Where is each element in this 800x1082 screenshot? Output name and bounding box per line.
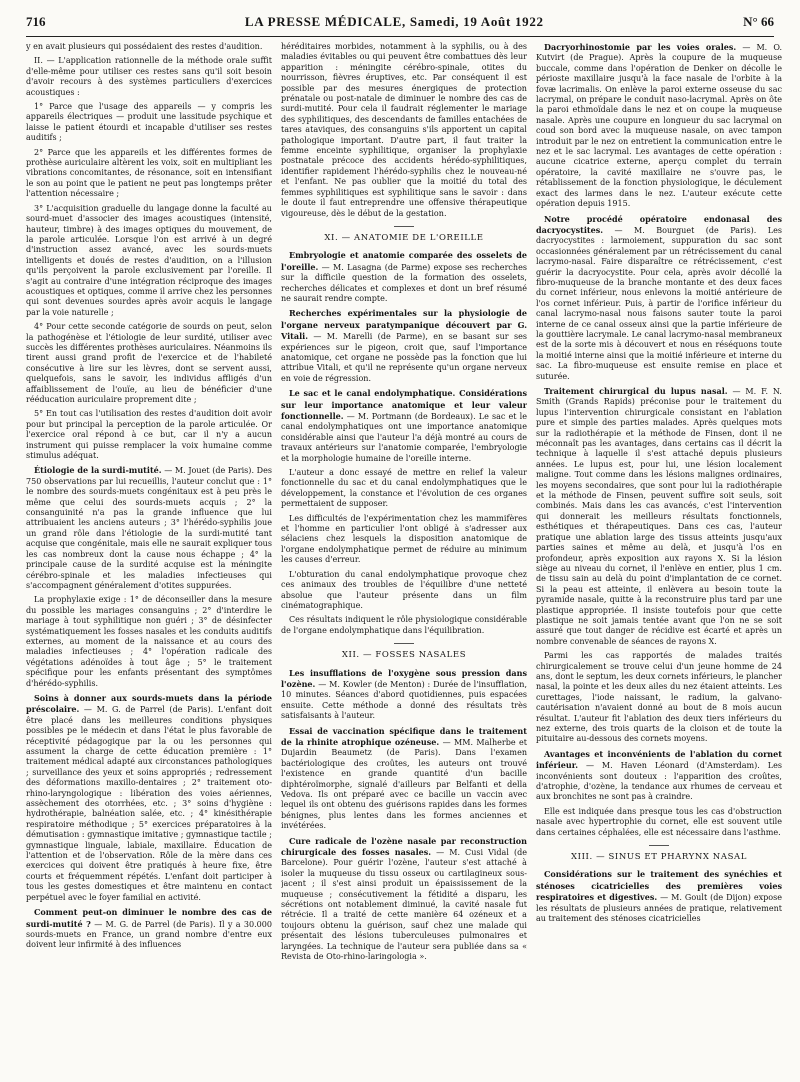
article-body: Dans l'examen bactériologique des croûtes, les auteurs ont trouvé l'existence en grande quantité d'un bacille diphtéroïmorphe, signalé d'ailleurs par Belfanti et della Vedova. Ils ont préparé avec ce bacille un vaccin avec lequel ils ont obtenu des guérisons rapides dans les formes bénignes, plus lentes dans les formes anciennes et invétérées. xyxy=(281,748,527,831)
article-body: expose ses recherches sur la difficile question de la formation des osselets, recherches délicates et complexes et dont un bref résumé ne saurait rendre compte. xyxy=(281,262,527,303)
paragraph: L'obturation du canal endolymphatique provoque chez ces animaux des troubles de l'équilibre d'une netteté absolue que l'auteur présente dans un film cinématographique. xyxy=(281,569,527,610)
paragraph: Ces résultats indiquent le rôle physiologique considérable de l'organe endolymphatique dans l'équilibration. xyxy=(281,615,527,635)
paragraph: 2° Parce que les appareils et les différentes formes de prothèse auriculaire altèrent les voix, soit en multipliant les vibrations concomitantes, de résonance, soit en intensifiant le son au point que le patient ne peut pas longtemps prêter l'attention nécessaire ; xyxy=(26,147,272,199)
article-author: — MM. Malherbe et Dujardin Beaumetz (de Paris). xyxy=(281,737,527,758)
article-author: — M. G. de Parrel (de Paris). xyxy=(83,705,214,715)
article-lupus xyxy=(536,386,782,647)
article-author: — M. F. N. Smith (Grands Rapids) xyxy=(536,387,782,407)
article-author: — M. Haven Léonard (d'Amsterdam). xyxy=(585,761,760,771)
article-soins xyxy=(26,693,272,903)
article-endolymphatique xyxy=(281,388,527,464)
article-author: — M. O. Kutvirt (de Prague). xyxy=(536,43,782,63)
paragraph: héréditaires morbides, notamment à la syphilis, ou à des maladies évitables ou qui peuvent être combattues dès leur apparition : méningite cérébro-spinale, otites du nourrisson, fièvres éruptives, etc. Par conséquent il est possible par des mesures énergiques de protection prénatale ou post-natale de diminuer le nombre des cas de surdi-mutité. Pour cela il faudrait réglementer le mariage des syphilitiques, des descendants de familles entachées de tares ataviques, des consanguins s'ils apportent un capital pathologique important. D'autre part, il faut traiter la femme enceinte syphilitique, organiser la prophylaxie postnatale précoce des accidents hérédo-syphilitiques, identifier rapidement l'hérédo-syphilis chez le nouveau-né et l'enfant. Ne pas oublier que la moitié du total des femmes syphilitiques est syphilitique sans le savoir : dans le doute il faut entreprendre une offensive thérapeutique vigoureuse, dès le début de la gestation. xyxy=(281,42,527,218)
article-author: — M. Marelli (de Parme), xyxy=(313,332,428,342)
article-title: Traitement chirurgical du lupus nasal. xyxy=(544,386,728,396)
article-diminuer xyxy=(26,907,272,951)
paragraph: L'auteur a donc essayé de mettre en relief la valeur fonctionnelle du sac et du canal endolymphatiques que le développement, la constance et l'évolution de ces organes permettaient de supposer. xyxy=(281,468,527,509)
article-title: Les insufflations de l'oxygène sous pression dans l'ozène. xyxy=(281,667,527,689)
article-body: Le sac et le canal endolymphatiques ont une importance anatomique considérable ainsi que l'auteur l'a déjà montré au cours de travaux antérieurs sur l'anatomie comparée, l'embryologie et la morphologie humaine de l'oreille interne. xyxy=(281,412,527,463)
article-title: Cure radicale de l'ozène nasale par reconstruction chirurgicale des fosses nasales. xyxy=(281,835,527,858)
article-embryologie xyxy=(281,250,527,304)
article-author: — M. Bourguet (de Paris). xyxy=(614,225,757,235)
page-number: 716 xyxy=(26,14,46,29)
article-title: Embryologie et anatomie comparée des osselets de l'oreille. xyxy=(281,250,527,272)
article-author: — M. Lasagna (de Parme) xyxy=(321,262,431,272)
article-body: Les dacryocystites : larmoiement, suppuration du sac sont occasionnées généralement par un rétrécissement du canal lacrymo-nasal. Faire disparaître ce rétrécissement, c'est guérir la dacryocystite. Pour cela, après avoir décollé la fibro-muqueuse de la branche montante et des deux faces du cornet inférieur, nous enlevons la moitié antérieure de l'os cornet inférieur. Puis, à partir de l'orifice inférieur du canal lacrymo-nasal nous faisons sauter toute la paroi interne de ce canal osseux ainsi que la partie inférieure de la gouttière lacrymale. Le canal lacrymo-nasal membraneux est de la sorte mis à découvert et nous en réséquons toute la moitié interne ainsi que la moitié inférieure et interne du sac. La fibro-muqueuse est ensuite remise en place et suturée. xyxy=(536,225,782,381)
article-title: Considérations sur le traitement des synéchies et sténoses cicatricielles des premières voies respiratoires et digestives. xyxy=(536,869,782,903)
article-body: Durée de l'insufflation, 10 minutes. Séances d'abord quotidiennes, puis espacées ensuite. Cette méthode a donné des résultats très satisfaisants à l'auteur. xyxy=(281,679,527,721)
article-cure-radicale xyxy=(281,836,527,963)
article-title: Comment peut-on diminuer le nombre des cas de surdi-mutité ? xyxy=(26,907,272,929)
article-body: L'enfant doit être placé dans les meilleures conditions physiques possibles pe le médecin et dans l'état le plus favorable de réceptivité pédagogique par la ou les personnes qui assument la charge de cette éducation première : 1° traitement médical adapté aux circonstances pathologiques ; surveillance des yeux et soins appropriés ; redressement des déformations maxillo-dentaires ; 2° traitement oto-rhino-laryngologique : libération des voies aériennes, assèchement des otorrhées, etc. ; 3° soins d'hygiène : hydrothérapie, balnéation salée, etc. ; 4° kinésithérapie respiratoire méthodique ; 5° exercices préparatoires à la démutisation : gymnastique imitative ; gymnastique tactile ; gymnastique linguale, labiale, maxillaire. Éducation de l'attention et de l'observation. Rôle de la mère dans ces exercices qui doivent être pratiqués à heure fixe, être courts et fréquemment répétés. L'enfant doit participer à tous les gestes domestiques et être maintenu en contact perpétuel avec le foyer familial en activité. xyxy=(26,705,272,902)
column-1 xyxy=(26,42,272,1074)
section-heading: XIII. — SINUS ET PHARYNX NASAL xyxy=(536,845,782,862)
article-cornet xyxy=(536,749,782,803)
article-etiologie xyxy=(26,465,272,591)
article-body: Des 750 observations par lui recueillis, l'auteur conclut que : 1° le nombre des sourds-muets congénitaux est à peu près le même que celui des sourds-muets acquis ; 2° la consanguinité n'a pas la grande influence que lui attribuaient les anciens auteurs ; 3° l'hérédo-syphilis joue un grand rôle dans l'étiologie de la surdi-mutité tant acquise que congénitale, mais elle ne saurait expliquer tous les cas nombreux dont la cause nous échappe ; 4° la principale cause de la surdité acquise est la méningite cérébro-spinale et les maladies infectieuses qui s'accompagnent généralement d'otites suppurées. xyxy=(26,466,272,590)
article-author: — M. Kowler (de Menton) : xyxy=(318,679,431,689)
article-title: Soins à donner aux sourds-muets dans la période préscolaire. xyxy=(26,692,272,715)
article-title: Étiologie de la surdi-mutité. xyxy=(34,465,162,476)
issue-number: N° 66 xyxy=(743,14,774,29)
article-body: préconise pour le traitement du lupus l'intervention chirurgicale consistant en l'ablation pure et simple des parties malades. Après quelques mots sur la radiothérapie et la méthode de Finsen, dont il ne méconnaît pas les avantages, dans certains cas il décrit la technique à laquelle il s'est attaché depuis plusieurs années. Le lupus est, pour lui, une lésion localement maligne. Tout comme dans les lésions malignes ordinaires, les moyens secondaires, que sont pour lui la radiothérapie et la méthode de Finsen, peuvent suffire soit seuls, soit combinés. Mais dans les cas avancés, c'est l'intervention qui donnerait les meilleurs résultats fonctionnels, esthétiques et thérapeutiques. Dans ces cas, l'auteur pratique une ablation large des tissus atteints jusqu'aux parties saines et même au delà, et jusqu'à l'os en profondeur, après exposition aux rayons X. Si la lésion siège au niveau du cornet, il l'enlève en entier, plus 1 cm. de tissu sain au delà du point d'implantation de ce cornet. Si la peau est atteinte, il enlèvera au besoin toute la pyramide nasale, quitte à la reconstruire plus tard par une plastique appropriée. Il insiste toutefois pour que cette plastique ne soit jamais tentée avant que l'on ne se soit assuré que tout danger de récidive est écarté et après un nombre convenable de séances de rayons X. xyxy=(536,397,782,646)
article-author: — M. Portmann (de Bordeaux). xyxy=(346,412,476,421)
article-synechies xyxy=(536,869,782,924)
article-oxygene xyxy=(281,668,527,722)
article-body: Il y a 30.000 sourds-muets en France, un grand nombre d'entre eux doivent leur infirmité à des influences xyxy=(26,919,272,950)
article-author: — M. Goult (de Dijon) xyxy=(660,893,751,903)
article-title: Avantages et inconvénients de l'ablation du cornet inférieur. xyxy=(536,748,782,771)
article-body: en se basant sur ses expériences sur le pigeon, croit que, sauf l'importance anatomique, cet organe ne possède pas la fonction que lui attribue Vitali, et qu'il ne représente qu'un organe nerveux en voie de régression. xyxy=(281,332,527,383)
article-author: — M. Cusi Vidal (de Barcelone). xyxy=(281,848,527,868)
paragraph: Elle est indiquée dans presque tous les cas d'obstruction nasale avec hypertrophie du cornet, elle est souvent utile dans certaines céphalées, elle est nécessaire dans l'asthme. xyxy=(536,806,782,837)
article-author: — M. G. de Parrel (de Paris). xyxy=(94,919,216,929)
paragraph: II. — L'application rationnelle de la méthode orale suffit d'elle-même pour utiliser ces restes sans qu'il soit besoin d'avoir recours à des systèmes particuliers d'exercices acoustiques : xyxy=(26,56,272,97)
article-body: Pour guérir l'ozène, l'auteur s'est attaché à isoler la muqueuse du tissu osseux ou cartilagineux sous-jacent ; il s'est ainsi produit un épaississement de la muqueuse ; consécutivement la fétidité a disparu, les sécrétions ont notablement diminué, la cavité nasale fut rétrécie. Il a traité de cette manière 64 ozéneux et a toujours obtenu la guérison, sauf chez une malade qui présentait des lésions tuberculeuses pulmonaires et laryngées. La technique de l'auteur sera publiée dans sa « Revista de Oto-rhino-laringologia ». xyxy=(281,858,527,962)
article-title: Notre procédé opératoire endonasal des dacryocystites. xyxy=(536,213,782,235)
article-title: Recherches expérimentales sur la physiologie de l'organe nerveux paratympanique découvert par G. Vitali. xyxy=(281,308,527,342)
article-body: expose les résultats de plusieurs années de pratique, relativement au traitement des sténoses cicatricielles xyxy=(536,893,782,924)
journal-title: LA PRESSE MÉDICALE, Samedi, 19 Août 1922 xyxy=(244,14,544,29)
column-2 xyxy=(281,42,527,1074)
paragraph: Les difficultés de l'expérimentation chez les mammifères et l'homme en particulier l'ont obligé à s'adresser aux sélaciens chez lesquels la disposition anatomique de l'organe endolymphatique permet de réduire au minimum les causes d'erreur. xyxy=(281,513,527,565)
article-body: Les inconvénients sont douteux : l'apparition des croûtes, d'atrophie, d'ozène, la tendance aux rhumes de cerveau et aux bronchites ne sont pas à craindre. xyxy=(536,761,782,802)
article-vitali xyxy=(281,308,527,384)
paragraph: 1° Parce que l'usage des appareils — y compris les appareils électriques — produit une lassitude psychique et laisse le patient étourdi et incapable d'utiliser ses restes auditifs ; xyxy=(26,102,272,143)
section-heading: XI. — ANATOMIE DE L'OREILLE xyxy=(281,226,527,243)
paragraph: 4° Pour cette seconde catégorie de sourds on peut, selon la pathogénèse et l'étiologie de leur surdité, utiliser avec succès les différentes prothèses auriculaires. Néanmoins ils tirent aussi grand profit de l'exercice et de l'habileté consécutive à lire sur les lèvres, dont se servent aussi, quelquefois, sans le savoir, les individus affligés d'un affaiblissement de l'ouïe, au lieu de bénéficier d'une rééducation auriculaire proprement dite ; xyxy=(26,322,272,404)
page-header xyxy=(26,14,774,37)
article-title: Le sac et le canal endolymphatique. Considérations sur leur importance anatomique et leur valeur fonctionnelle. xyxy=(281,388,527,421)
article-author: — M. Jouet (de Paris). xyxy=(164,466,255,476)
article-dacryorhinostomie xyxy=(536,42,782,210)
paragraph: Parmi les cas rapportés de malades traités chirurgicalement se trouve celui d'un jeune homme de 24 ans, dont le septum, les deux cornets inférieurs, le plancher nasal, la pointe et les deux ailes du nez étaient atteints. Les curettages, l'iode naissant, le radium, la galvano-cautérisation n'avaient donné au bout de 8 mois aucun résultat. L'auteur fit l'ablation des deux tiers inférieurs du nez externe, des trois quarts de la cloison et de toute la pituitaire au-dessous des cornets moyens. xyxy=(536,651,782,744)
article-title: Essai de vaccination spécifique dans le traitement de la rhinite atrophique ozéneuse. xyxy=(281,725,527,747)
article-columns xyxy=(26,42,782,1074)
paragraph: y en avait plusieurs qui possédaient des restes d'audition. xyxy=(26,42,263,51)
section-heading: XII. — FOSSES NASALES xyxy=(281,643,527,660)
article-body: Après la coupure de la muqueuse buccale, comme dans l'opération de Denker on décolle le périoste maxillaire jusqu'à la face nasale de l'orbite à la fovæ lacrimalis. On enlève la paroi externe osseuse du sac lacrymal, on prépare le conduit naso-lacrymal. Après on ôte la paroi ethmoïdale dans le nez et on coupe la muqueuse nasale. Après une coupure en longueur du sac lacrymal on coud son bord avec la muqueuse nasale, on avec tampon introduit par le nez on entretient la communication entre le nez et le sac lacrymal. Les avantages de cette opération : aucune cicatrice externe, aperçu complet du terrain opératoire, la cavité maxillaire ne s'ouvre pas, le rétablissement de la fonction physiologique, le déculement exact des larmes dans le nez. L'auteur exécute cette opération depuis 1915. xyxy=(536,53,782,209)
column-3 xyxy=(536,42,782,1074)
article-title: Dacryorhinostomie par les voies orales. xyxy=(544,42,737,52)
paragraph: 3° L'acquisition graduelle du langage donne la faculté au sourd-muet d'associer des images acoustiques (intensité, hauteur, timbre) à des images optiques du mouvement, de la parole articulée. Lorsque l'on est arrivé à un degré d'instruction assez avancé, avec les sourds-muets intelligents et doués de restes d'audition, on a l'illusion qu'ils perçoivent la parole exclusivement par l'oreille. Il s'agit au contraire d'une intégration réciproque des images acoustiques et optiques, comme il arrive chez les personnes qui sont devenues sourdes après avoir acquis le langage par la voie naturelle ; xyxy=(26,203,272,317)
article-dacryocystites xyxy=(536,214,782,383)
article-vaccination xyxy=(281,726,527,832)
paragraph: 5° En tout cas l'utilisation des restes d'audition doit avoir pour but principal la perception de la parole articulée. Or l'exercice oral répond à ce but, car il n'y a aucun instrument qui puisse remplacer la voix humaine comme stimulus adéquat. xyxy=(26,409,272,461)
paragraph: La prophylaxie exige : 1° de déconseiller dans la mesure du possible les mariages consanguins ; 2° d'interdire le mariage à tout syphilitique non guéri ; 3° de désinfecter systématiquement les fosses nasales et les conduits auditifs externes, au moment de la naissance et au cours des maladies infectieuses ; 4° l'opération radicale des végétations adénoïdes à tout âge ; 5° le traitement spécifique pour les enfants présentant des symptômes d'hérédo-syphilis. xyxy=(26,595,272,688)
